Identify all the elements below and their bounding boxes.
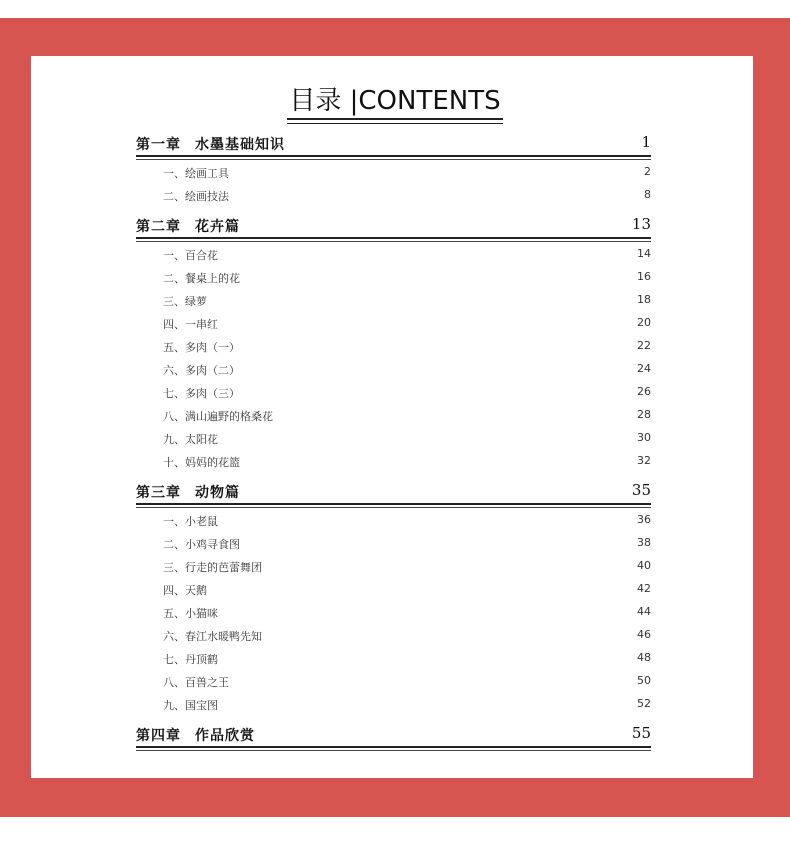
toc-entry[interactable]	[163, 316, 651, 336]
chapter-label	[136, 482, 240, 502]
entry-page-number: 38	[637, 536, 651, 549]
chapter-label	[136, 134, 285, 154]
toc-entry[interactable]	[163, 293, 651, 313]
entry-title: 六、春江水暖鸭先知	[163, 630, 262, 643]
toc-entry[interactable]	[163, 339, 651, 359]
chapter-title: 动物篇	[195, 485, 240, 501]
chapter-heading[interactable]	[136, 723, 651, 745]
entry-page-number: 28	[637, 408, 651, 421]
toc-entry[interactable]	[163, 431, 651, 451]
chapter-rule	[136, 237, 651, 239]
entry-title: 二、小鸡寻食图	[163, 538, 240, 551]
chapter-page-number: 1	[641, 133, 651, 151]
entry-page-number: 20	[637, 316, 651, 329]
chapter-rule	[136, 746, 651, 748]
entry-title: 七、丹顶鹤	[163, 653, 218, 666]
chapter-page-number: 13	[631, 215, 651, 233]
entry-page-number: 42	[637, 582, 651, 595]
entry-title: 一、小老鼠	[163, 515, 218, 528]
chapter-number: 第三章	[136, 485, 181, 501]
toc-entry[interactable]	[163, 362, 651, 382]
entry-page-number: 26	[637, 385, 651, 398]
chapter-heading[interactable]	[136, 214, 651, 236]
entry-page-number: 18	[637, 293, 651, 306]
entry-page-number: 2	[644, 165, 651, 178]
title-underline-thin	[287, 123, 502, 124]
toc-title-wrapper	[0, 80, 790, 120]
entry-page-number: 40	[637, 559, 651, 572]
entry-title: 三、绿萝	[163, 295, 207, 308]
toc-entry[interactable]	[163, 270, 651, 290]
entry-page-number: 22	[637, 339, 651, 352]
entry-title: 四、天鹅	[163, 584, 207, 597]
entry-title: 二、餐桌上的花	[163, 272, 240, 285]
chapter-label	[136, 725, 255, 745]
chapter-number: 第二章	[136, 219, 181, 235]
entry-page-number: 36	[637, 513, 651, 526]
toc-title-text: 目录 |CONTENTS	[289, 86, 501, 116]
toc-entry[interactable]	[163, 697, 651, 717]
toc-entry[interactable]	[163, 605, 651, 625]
entry-page-number: 30	[637, 431, 651, 444]
toc-entry[interactable]	[163, 454, 651, 474]
chapter-title: 水墨基础知识	[195, 137, 285, 153]
entry-page-number: 48	[637, 651, 651, 664]
entry-title: 八、满山遍野的格桑花	[163, 410, 273, 423]
chapter-rule-thin	[136, 241, 651, 242]
entry-page-number: 8	[644, 188, 651, 201]
entry-title: 一、百合花	[163, 249, 218, 262]
entry-title: 八、百兽之王	[163, 676, 229, 689]
entry-title: 七、多肉（三）	[163, 387, 240, 400]
toc-entry[interactable]	[163, 559, 651, 579]
entry-title: 五、多肉（一）	[163, 341, 240, 354]
toc-title	[287, 80, 502, 120]
toc-entry[interactable]	[163, 582, 651, 602]
entry-title: 四、一串红	[163, 318, 218, 331]
chapter-title: 作品欣赏	[195, 728, 255, 744]
toc-entry[interactable]	[163, 513, 651, 533]
chapter-title: 花卉篇	[195, 219, 240, 235]
toc-entry[interactable]	[163, 408, 651, 428]
toc-entry[interactable]	[163, 674, 651, 694]
entry-title: 九、太阳花	[163, 433, 218, 446]
chapter-heading[interactable]	[136, 132, 651, 154]
chapter-rule-thin	[136, 159, 651, 160]
entry-title: 九、国宝图	[163, 699, 218, 712]
chapter-heading[interactable]	[136, 480, 651, 502]
toc-entry[interactable]	[163, 188, 651, 208]
toc-entry[interactable]	[163, 165, 651, 185]
chapter-number: 第一章	[136, 137, 181, 153]
title-underline	[287, 118, 502, 120]
toc-entry[interactable]	[163, 247, 651, 267]
entry-page-number: 50	[637, 674, 651, 687]
entry-page-number: 52	[637, 697, 651, 710]
toc-entry[interactable]	[163, 628, 651, 648]
entry-title: 三、行走的芭蕾舞团	[163, 561, 262, 574]
entry-title: 五、小猫咪	[163, 607, 218, 620]
chapter-rule	[136, 503, 651, 505]
chapter-rule-thin	[136, 750, 651, 751]
entry-page-number: 32	[637, 454, 651, 467]
entry-page-number: 24	[637, 362, 651, 375]
toc-entry[interactable]	[163, 385, 651, 405]
chapter-label	[136, 216, 240, 236]
entry-page-number: 14	[637, 247, 651, 260]
chapter-number: 第四章	[136, 728, 181, 744]
toc-entry[interactable]	[163, 536, 651, 556]
entry-title: 六、多肉（二）	[163, 364, 240, 377]
entry-page-number: 44	[637, 605, 651, 618]
chapter-page-number: 55	[631, 724, 651, 742]
entry-title: 十、妈妈的花篮	[163, 456, 240, 469]
entry-page-number: 46	[637, 628, 651, 641]
chapter-rule	[136, 155, 651, 157]
entry-title: 二、绘画技法	[163, 190, 229, 203]
chapter-page-number: 35	[631, 481, 651, 499]
toc-entry[interactable]	[163, 651, 651, 671]
chapter-rule-thin	[136, 507, 651, 508]
entry-page-number: 16	[637, 270, 651, 283]
entry-title: 一、绘画工具	[163, 167, 229, 180]
